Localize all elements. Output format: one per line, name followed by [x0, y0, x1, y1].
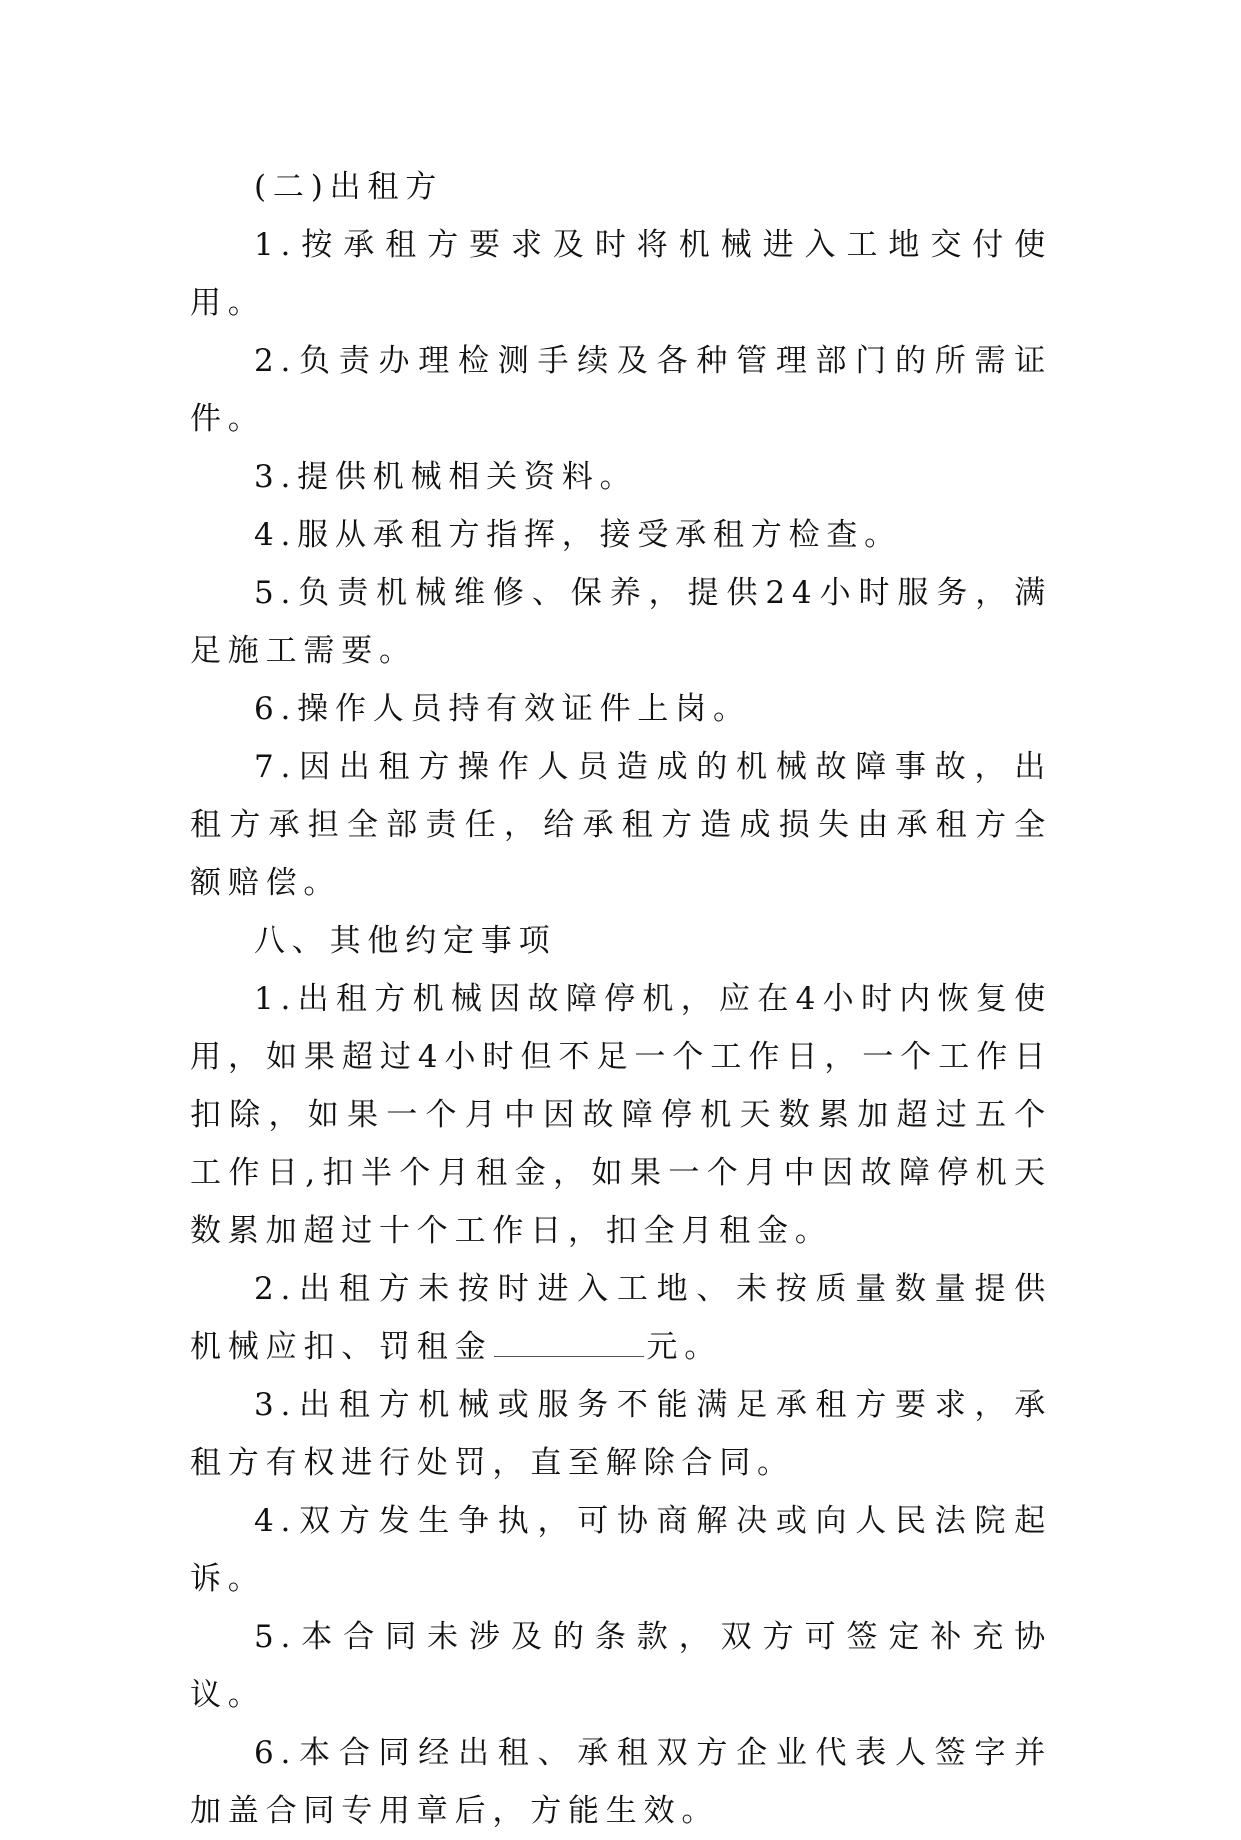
lessor-clause-6: 6.操作人员持有效证件上岗。: [254, 691, 751, 727]
other-terms-clause-1: 1.出租方机械因故障停机，应在4小时内恢复使用，如果超过4小时但不足一个工作日，一个工作日扣除，如果一个月中因故障停机天数累加超过五个工作日,扣半个月租金，如果一个月中因故障停机天数累加超过十个工作日，扣全月租金。: [190, 981, 1052, 1249]
rent-deduction-amount-blank: [494, 1326, 644, 1357]
lessor-clause-5: 5.负责机械维修、保养，提供24小时服务，满足施工需要。: [190, 575, 1052, 669]
other-terms-clause-5: 5.本合同未涉及的条款，双方可签定补充协议。: [190, 1619, 1052, 1713]
other-terms-clause-2: [190, 1260, 1052, 1376]
section-heading-lessor: (二)出租方: [254, 169, 443, 205]
lessor-clause-2: 2.负责办理检测手续及各种管理部门的所需证件。: [190, 343, 1052, 437]
lessor-clause-1: 1.按承租方要求及时将机械进入工地交付使用。: [190, 227, 1052, 321]
clause-2-text-after-blank: 元。: [646, 1329, 723, 1365]
other-terms-clause-6: 6.本合同经出租、承租双方企业代表人签字并加盖合同专用章后，方能生效。: [190, 1735, 1052, 1829]
clause-2-text-before-blank: 2.出租方未按时进入工地、未按质量数量提供机械应扣、罚租金: [190, 1271, 1052, 1365]
lessor-clause-3: 3.提供机械相关资料。: [254, 459, 638, 495]
other-terms-clause-4: 4.双方发生争执，可协商解决或向人民法院起诉。: [190, 1503, 1052, 1597]
section-heading-other-terms: 八、其他约定事项: [254, 923, 557, 959]
other-terms-clause-3: 3.出租方机械或服务不能满足承租方要求，承租方有权进行处罚，直至解除合同。: [190, 1387, 1052, 1481]
document-body: [190, 158, 1052, 1840]
lessor-clause-7: 7.因出租方操作人员造成的机械故障事故，出租方承担全部责任，给承租方造成损失由承租方全额赔偿。: [190, 749, 1052, 901]
lessor-clause-4: 4.服从承租方指挥，接受承租方检查。: [254, 517, 902, 553]
